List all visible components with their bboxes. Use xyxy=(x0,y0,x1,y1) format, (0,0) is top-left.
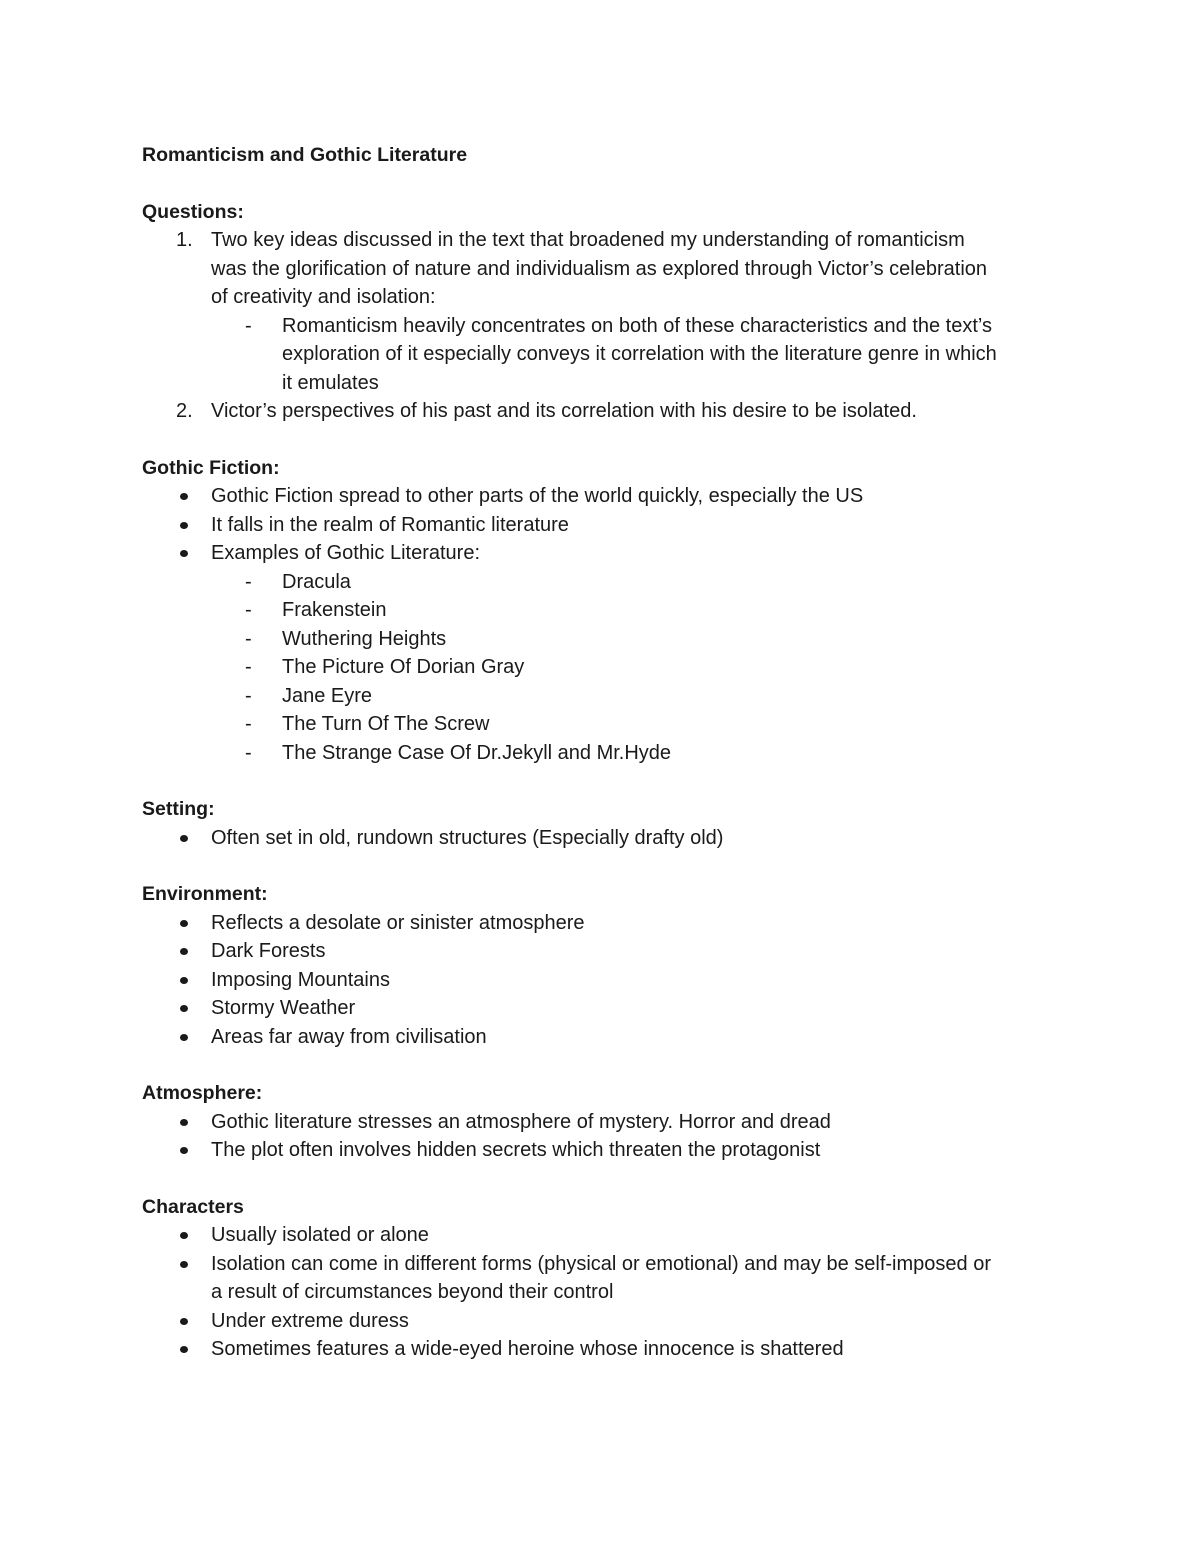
item-text-line: Victor’s perspectives of his past and its correlation with his desire to be isolated. xyxy=(211,400,917,422)
bullet-item xyxy=(142,1221,1072,1250)
document-body xyxy=(142,141,1072,1364)
item-text-line: Two key ideas discussed in the text that broadened my understanding of romanticism xyxy=(211,229,965,251)
bullet-item xyxy=(142,937,1072,966)
bullet-item xyxy=(142,1250,1072,1307)
bullet-icon xyxy=(180,522,188,529)
example-item xyxy=(142,596,1072,625)
section-heading-setting: Setting: xyxy=(142,798,215,820)
dash-marker: - xyxy=(245,713,252,735)
bullet-text: Often set in old, rundown structures (Especially drafty old) xyxy=(211,826,724,849)
bullet-item xyxy=(142,994,1072,1023)
item-text-line: was the glorification of nature and individualism as explored through Victor’s celebration xyxy=(211,257,988,280)
bullet-item xyxy=(142,539,1072,568)
dash-marker: - xyxy=(245,741,252,764)
bullet-icon xyxy=(180,1346,188,1353)
section-heading-atmosphere: Atmosphere: xyxy=(142,1082,263,1104)
numbered-item xyxy=(142,397,1072,426)
bullet-icon xyxy=(180,948,188,955)
example-text: Frakenstein xyxy=(282,599,387,621)
bullet-icon xyxy=(180,1119,188,1126)
example-item xyxy=(142,625,1072,654)
bullet-icon xyxy=(180,1005,188,1012)
bullet-icon xyxy=(180,1147,188,1154)
document-title: Romanticism and Gothic Literature xyxy=(142,144,468,166)
bullet-icon xyxy=(180,920,188,927)
bullet-text: Stormy Weather xyxy=(211,997,356,1019)
dash-marker: - xyxy=(245,627,252,650)
bullet-text: Sometimes features a wide-eyed heroine whose innocence is shattered xyxy=(211,1338,844,1360)
bullet-item xyxy=(142,909,1072,938)
bullet-text: It falls in the realm of Romantic literature xyxy=(211,513,569,536)
bullet-item xyxy=(142,1307,1072,1336)
dash-marker: - xyxy=(245,684,252,707)
example-item xyxy=(142,653,1072,682)
section-heading-gothic-fiction: Gothic Fiction: xyxy=(142,456,280,479)
bullet-icon xyxy=(180,1034,188,1041)
bullet-item xyxy=(142,482,1072,511)
bullet-icon xyxy=(180,1318,188,1325)
sub-item-text-line: Romanticism heavily concentrates on both of these characteristics and the text’s xyxy=(282,314,992,337)
section-heading-characters: Characters xyxy=(142,1195,244,1218)
item-number: 2. xyxy=(176,400,193,422)
bullet-text: Examples of Gothic Literature: xyxy=(211,542,481,564)
numbered-item xyxy=(142,226,1072,312)
bullet-text: Dark Forests xyxy=(211,940,326,962)
bullet-text: Reflects a desolate or sinister atmosphere xyxy=(211,911,585,934)
bullet-text: Gothic literature stresses an atmosphere of mystery. Horror and dread xyxy=(211,1110,831,1133)
example-text: The Strange Case Of Dr.Jekyll and Mr.Hyde xyxy=(282,741,672,764)
bullet-text-line: a result of circumstances beyond their control xyxy=(211,1281,614,1303)
bullet-text: Imposing Mountains xyxy=(211,968,390,991)
item-number: 1. xyxy=(176,229,193,251)
example-item xyxy=(142,710,1072,739)
sub-item-text-line: it emulates xyxy=(282,371,379,394)
bullet-text: Under extreme duress xyxy=(211,1309,409,1332)
bullet-text: The plot often involves hidden secrets which threaten the protagonist xyxy=(211,1139,821,1161)
section-heading-environment: Environment: xyxy=(142,883,268,905)
dash-marker: - xyxy=(245,314,252,337)
bullet-item xyxy=(142,1023,1072,1052)
bullet-text-line: Isolation can come in different forms (physical or emotional) and may be self-imposed or xyxy=(211,1252,991,1275)
bullet-icon xyxy=(180,977,188,984)
bullet-icon xyxy=(180,835,188,842)
bullet-text: Usually isolated or alone xyxy=(211,1224,429,1246)
bullet-item xyxy=(142,1335,1072,1364)
example-item xyxy=(142,739,1072,768)
bullet-icon xyxy=(180,1261,188,1268)
bullet-text: Areas far away from civilisation xyxy=(211,1025,487,1048)
section-heading-questions: Questions: xyxy=(142,200,244,223)
dash-marker: - xyxy=(245,656,252,678)
bullet-item xyxy=(142,1136,1072,1165)
bullet-text: Gothic Fiction spread to other parts of the world quickly, especially the US xyxy=(211,485,864,507)
dash-marker: - xyxy=(245,599,252,621)
bullet-icon xyxy=(180,550,188,557)
bullet-icon xyxy=(180,493,188,500)
example-item xyxy=(142,682,1072,711)
example-text: The Picture Of Dorian Gray xyxy=(282,656,525,678)
bullet-item xyxy=(142,824,1072,853)
sub-item xyxy=(142,312,1072,398)
example-text: The Turn Of The Screw xyxy=(282,713,490,735)
item-text-line: of creativity and isolation: xyxy=(211,286,436,308)
example-text: Dracula xyxy=(282,570,351,593)
sub-item-text-line: exploration of it especially conveys it correlation with the literature genre in which xyxy=(282,343,997,365)
dash-marker: - xyxy=(245,570,252,593)
example-text: Wuthering Heights xyxy=(282,627,447,650)
bullet-icon xyxy=(180,1232,188,1239)
example-text: Jane Eyre xyxy=(282,684,373,707)
bullet-item xyxy=(142,511,1072,540)
bullet-item xyxy=(142,1108,1072,1137)
bullet-item xyxy=(142,966,1072,995)
example-item xyxy=(142,568,1072,597)
